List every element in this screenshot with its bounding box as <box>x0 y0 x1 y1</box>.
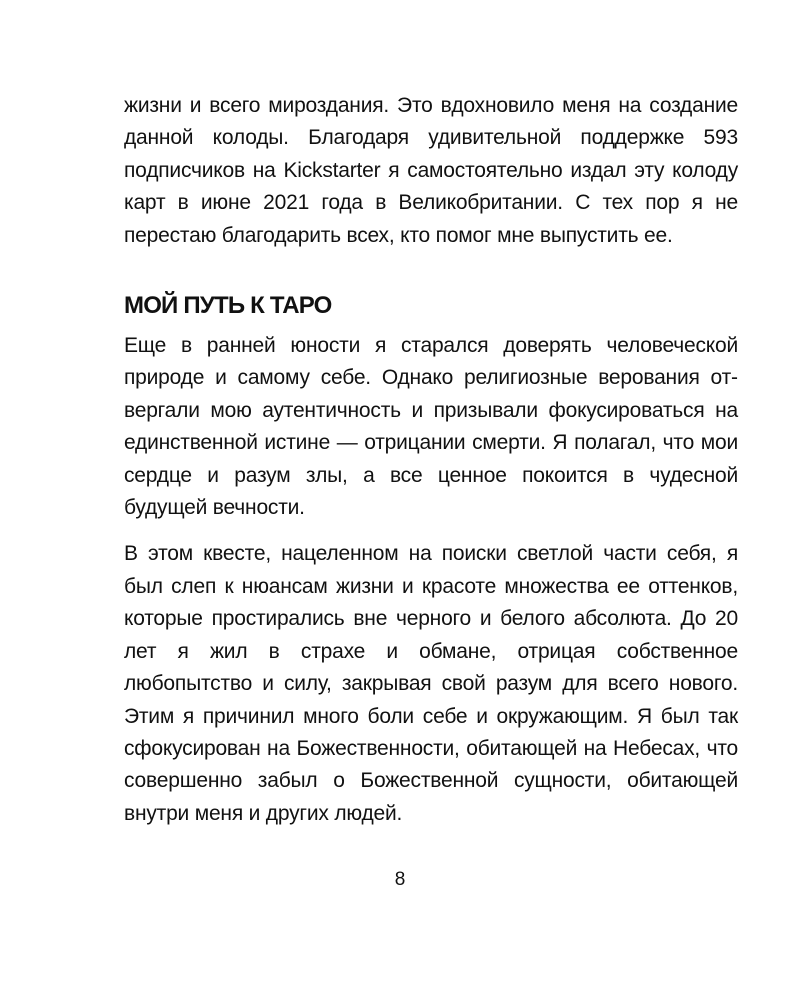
paragraph-quest: В этом квесте, нацеленном на поиски светлой части себя, я был слеп к нюансам жизни и красоте множества ее оттенков, которые простирались вне черного и белого абсолюта. До 20 лет я жил в страхе и обмане, отрицая собственное любопытство и силу, закрывая свой разум для всего нового. Этим я причинил много боли себе и окружающим. Я был так сфокусирован на Божественности, обитающей на Небесах, что совершенно забыл о Божественной сущности, обитающей внутри меня и других людей. <box>124 542 738 825</box>
paragraph-youth: Еще в ранней юности я старался доверять человеческой природе и самому себе. Однако религиозные верования отвергали мою аутентичность и призывали фокусироваться на единственной истине — отрицании смерти. Я полагал, что мои сердце и разум злы, а все ценное покоится в чудесной будущей вечности. <box>124 334 738 520</box>
section-heading: МОЙ ПУТЬ К ТАРО <box>124 292 332 320</box>
book-page <box>124 90 738 830</box>
paragraph-kickstarter: жизни и всего мироздания. Это вдохновило меня на создание данной колоды. Благодаря удивительной поддержке 593 подписчиков на Kickstarter я самостоятельно издал эту колоду карт в июне 2021 года в Великобритании. С тех пор я не перестаю благодарить всех, кто помог мне выпустить ее. <box>124 94 738 247</box>
page-number: 8 <box>394 869 406 890</box>
